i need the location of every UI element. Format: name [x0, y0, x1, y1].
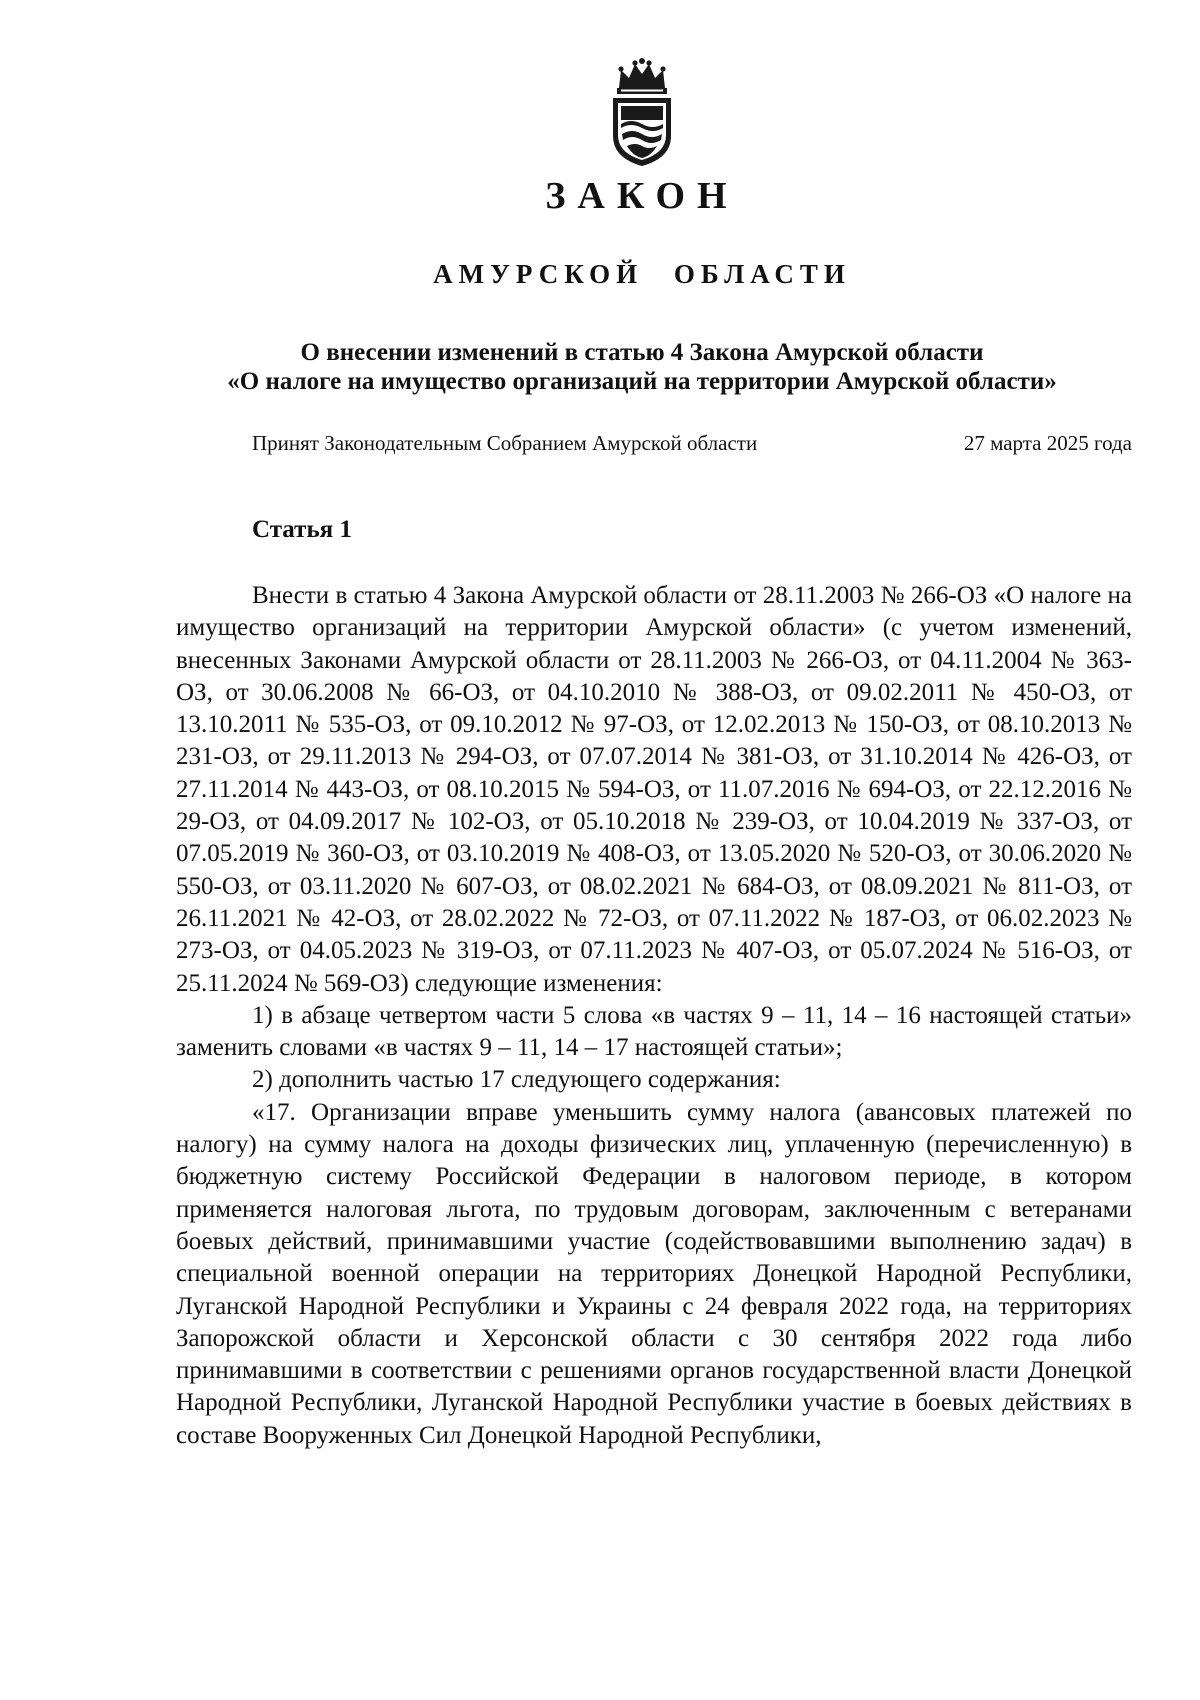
document-region: АМУРСКОЙ ОБЛАСТИ	[433, 259, 851, 289]
adoption-line	[252, 428, 1132, 458]
paragraph: 1) в абзаце четвертом части 5 слова «в частях 9 – 11, 14 – 16 настоящей статьи» заменить словами «в частях 9 – 11, 14 – 17 настоящей статьи»;	[176, 1001, 1132, 1062]
coat-of-arms-emblem-icon	[605, 58, 679, 168]
subject-line-2: «О налоге на имущество организаций на территории Амурской области»	[227, 368, 1057, 395]
document-title: ЗАКОН	[545, 175, 739, 217]
article-body	[176, 580, 1132, 1452]
adopted-by: Принят Законодательным Собранием Амурской области	[252, 431, 758, 455]
paragraph: «17. Организации вправе уменьшить сумму налога (авансовых платежей по налогу) на сумму налога на доходы физических лиц, уплаченную (перечисленную) в бюджетную систему Российской Федерации в налоговом периоде, в котором применяется налоговая льгота, по трудовым договорам, заключенным с ветеранами боевых действий, принимавшими участие (содействовавшими выполнению задач) в специальной военной операции на территориях Донецкой Народной Республики, Луганской Народной Республики и Украины с 24 февраля 2022 года, на территориях Запорожской области и Херсонской области с 30 сентября 2022 года либо принимавшими в соответствии с решениями органов государственной власти Донецкой Народной Республики, Луганской Народной Республики участие в боевых действиях в составе Вооруженных Сил Донецкой Народной Республики,	[176, 1098, 1132, 1449]
paragraph: Внести в статью 4 Закона Амурской области от 28.11.2003 № 266-ОЗ «О налоге на имущество организаций на территории Амурской области» (с учетом изменений, внесенных Законами Амурской области от 28.11.2003 № 266-ОЗ, от 04.11.2004 № 363-ОЗ, от 30.06.2008 № 66-ОЗ, от 04.10.2010 № 388-ОЗ, от 09.02.2011 № 450-ОЗ, от 13.10.2011 № 535-ОЗ, от 09.10.2012 № 97-ОЗ, от 12.02.2013 № 150-ОЗ, от 08.10.2013 № 231-ОЗ, от 29.11.2013 № 294-ОЗ, от 07.07.2014 № 381-ОЗ, от 31.10.2014 № 426-ОЗ, от 27.11.2014 № 443-ОЗ, от 08.10.2015 № 594-ОЗ, от 11.07.2016 № 694-ОЗ, от 22.12.2016 № 29-ОЗ, от 04.09.2017 № 102-ОЗ, от 05.10.2018 № 239-ОЗ, от 10.04.2019 № 337-ОЗ, от 07.05.2019 № 360-ОЗ, от 03.10.2019 № 408-ОЗ, от 13.05.2020 № 520-ОЗ, от 30.06.2020 № 550-ОЗ, от 03.11.2020 № 607-ОЗ, от 08.02.2021 № 684-ОЗ, от 08.09.2021 № 811-ОЗ, от 26.11.2021 № 42-ОЗ, от 28.02.2022 № 72-ОЗ, от 07.11.2022 № 187-ОЗ, от 06.02.2023 № 273-ОЗ, от 04.05.2023 № 319-ОЗ, от 07.11.2023 № 407-ОЗ, от 05.07.2024 № 516-ОЗ, от 25.11.2024 № 569-ОЗ) следующие изменения:	[176, 582, 1132, 997]
adoption-date: 27 марта 2025 года	[963, 431, 1132, 455]
article-heading: Статья 1	[252, 516, 352, 543]
document-subject	[0, 338, 1200, 396]
paragraph: 2) дополнить частью 17 следующего содержания:	[252, 1066, 781, 1094]
subject-line-1: О внесении изменений в статью 4 Закона Амурской области	[300, 339, 984, 366]
